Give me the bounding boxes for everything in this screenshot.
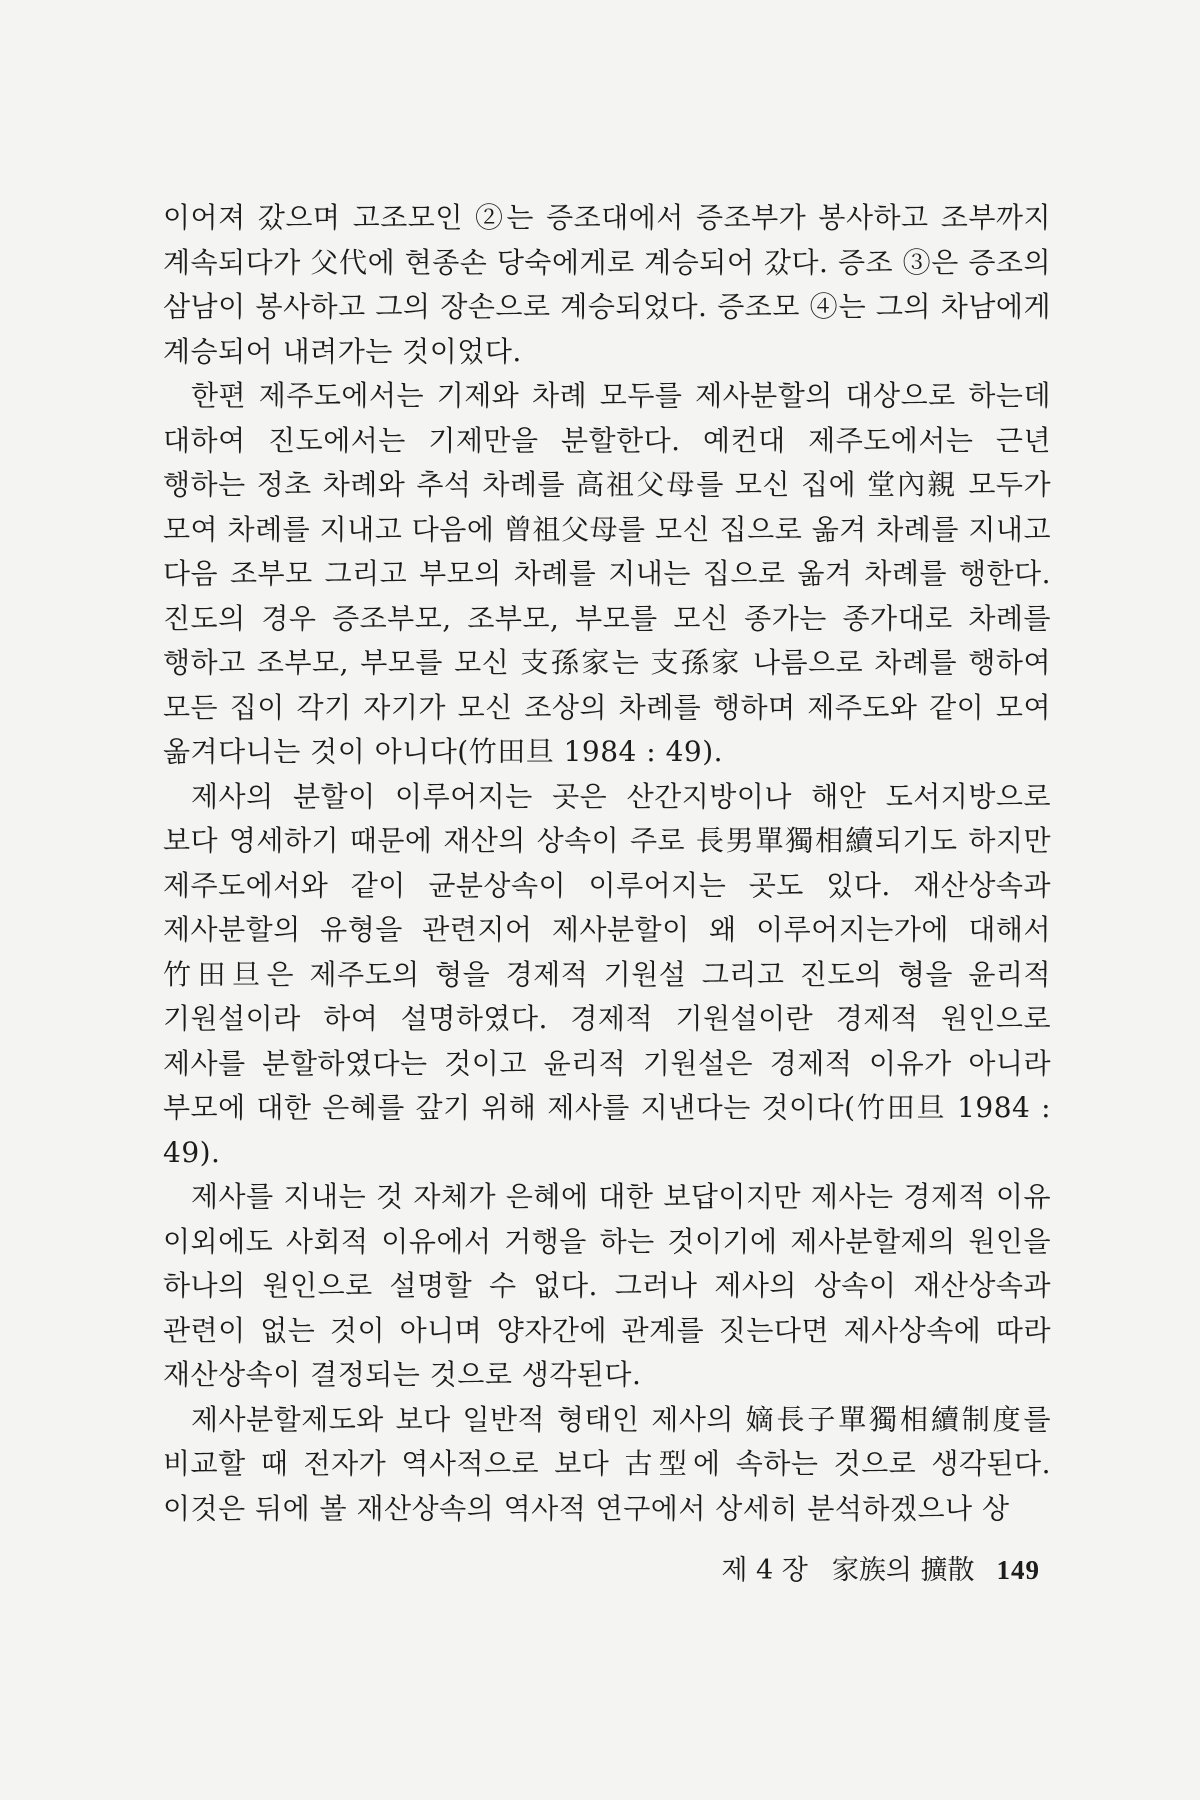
page-body <box>163 196 1051 1531</box>
paragraph-5: 제사분할제도와 보다 일반적 형태인 제사의 嫡長子單獨相續制度를 비교할 때 전자가 역사적으로 보다 古型에 속하는 것으로 생각된다. 이것은 뒤에 볼 재산상속의 역사적 연구에서 상세히 분석하겠으나 상 <box>163 1402 1051 1525</box>
paragraph-3: 제사의 분할이 이루어지는 곳은 산간지방이나 해안 도서지방으로 보다 영세하기 때문에 재산의 상속이 주로 長男單獨相續되기도 하지만 제주도에서와 같이 균분상속이 이루어지는 곳도 있다. 재산상속과 제사분할의 유형을 관련지어 제사분할이 왜 이루어지는가에 대해서 竹田旦은 제주도의 형을 경제적 기원설 그리고 진도의 형을 윤리적 기원설이라 하여 설명하였다. 경제적 기원설이란 경제적 원인으로 제사를 분할하였다는 것이고 윤리적 기원설은 경제적 이유가 아니라 부모에 대한 은혜를 갚기 위해 제사를 지낸다는 것이다(竹田旦 1984 : 49). <box>163 779 1051 1169</box>
paragraph-2: 한편 제주도에서는 기제와 차례 모두를 제사분할의 대상으로 하는데 대하여 진도에서는 기제만을 분할한다. 예컨대 제주도에서는 근년 행하는 정초 차례와 추석 차례를 高祖父母를 모신 집에 堂內親 모두가 모여 차례를 지내고 다음에 曾祖父母를 모신 집으로 옮겨 차례를 지내고 다음 조부모 그리고 부모의 차례를 지내는 집으로 옮겨 차례를 행한다. 진도의 경우 증조부모, 조부모, 부모를 모신 종가는 종가대로 차례를 행하고 조부모, 부모를 모신 支孫家는 支孫家 나름으로 차례를 행하여 모든 집이 각기 자기가 모신 조상의 차례를 행하며 제주도와 같이 모여 옮겨다니는 것이 아니다(竹田旦 1984 : 49). <box>163 379 1051 768</box>
footer-title: 家族의 擴散 <box>831 1555 975 1586</box>
paragraph-1: 이어져 갔으며 고조모인 ②는 증조대에서 증조부가 봉사하고 조부까지 계속되다가 父代에 현종손 당숙에게로 계승되어 갔다. 증조 ③은 증조의 삼남이 봉사하고 그의 장손으로 계승되었다. 증조모 ④는 그의 차남에게 계승되어 내려가는 것이었다. <box>163 201 1051 368</box>
paragraph-4: 제사를 지내는 것 자체가 은혜에 대한 보답이지만 제사는 경제적 이유 이외에도 사회적 이유에서 거행을 하는 것이기에 제사분할제의 원인을 하나의 원인으로 설명할 수 없다. 그러나 제사의 상속이 재산상속과 관련이 없는 것이 아니며 양자간에 관계를 짓는다면 제사상속에 따라 재산상속이 결정되는 것으로 생각된다. <box>163 1180 1051 1391</box>
footer-chapter: 제 4 장 <box>721 1555 808 1586</box>
running-footer <box>700 1552 1040 1589</box>
page-number: 149 <box>996 1555 1040 1585</box>
